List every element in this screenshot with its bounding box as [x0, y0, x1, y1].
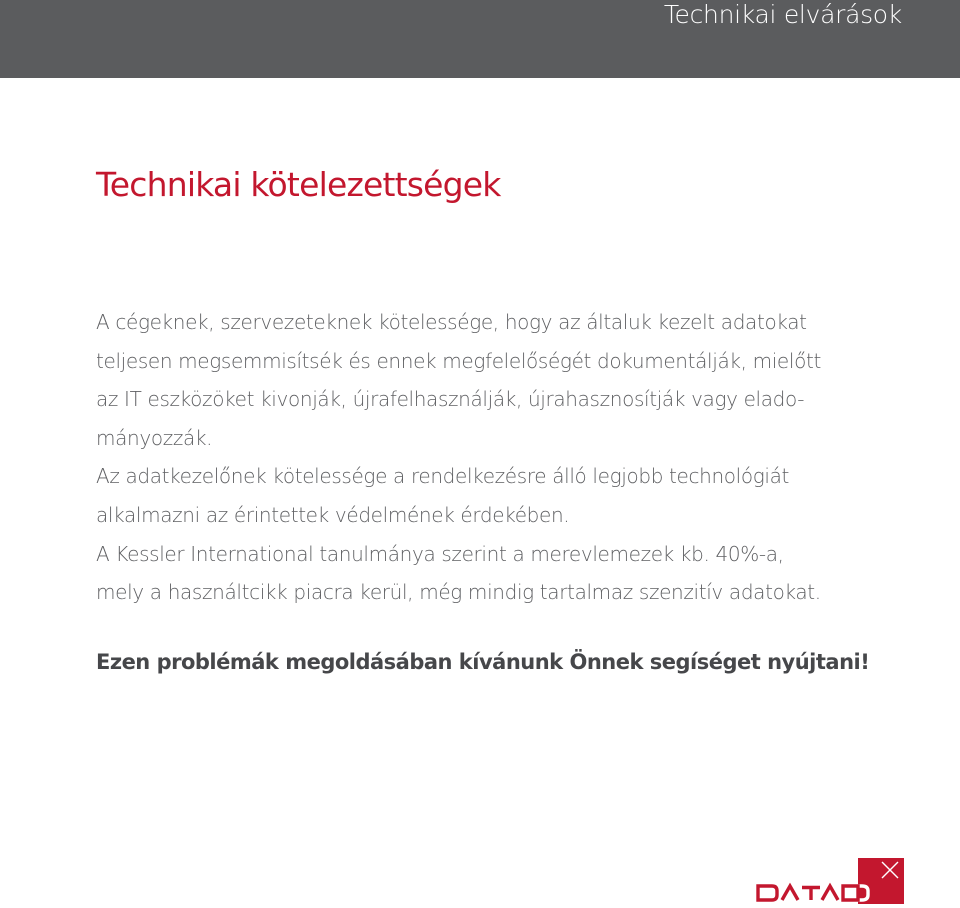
body-line: alkalmazni az érintettek védelmének érdekében.	[96, 502, 570, 527]
page-title: Technikai kötelezettségek	[96, 165, 501, 204]
body-line: teljesen megsemmisítsék és ennek megfelelőségét dokumentálják, mielőtt	[96, 348, 821, 373]
body-line: mely a használtcikk piacra kerül, még mindig tartalmaz szenzitív adatokat.	[96, 580, 821, 605]
closing-statement: Ezen problémák megoldásában kívánunk Önnek segíséget nyújtani!	[96, 650, 870, 674]
body-line: az IT eszközöket kivonják, újrafelhasználják, újrahasznosítják vagy elado-	[96, 387, 805, 412]
header-title: Technikai elvárások	[663, 0, 902, 29]
datad-logo	[752, 856, 904, 906]
logo-lettering	[758, 886, 838, 900]
body-line: mányozzák.	[96, 425, 213, 450]
body-line: Az adatkezelőnek kötelessége a rendelkezésre álló legjobb technológiát	[96, 464, 790, 489]
logo-accent-square	[858, 858, 904, 904]
body-line: A Kessler International tanulmánya szerint a merevlemezek kb. 40%-a,	[96, 541, 784, 566]
header-bar	[0, 0, 960, 78]
body-text	[96, 303, 876, 612]
body-line: A cégeknek, szervezeteknek kötelessége, hogy az általuk kezelt adatokat	[96, 310, 807, 334]
